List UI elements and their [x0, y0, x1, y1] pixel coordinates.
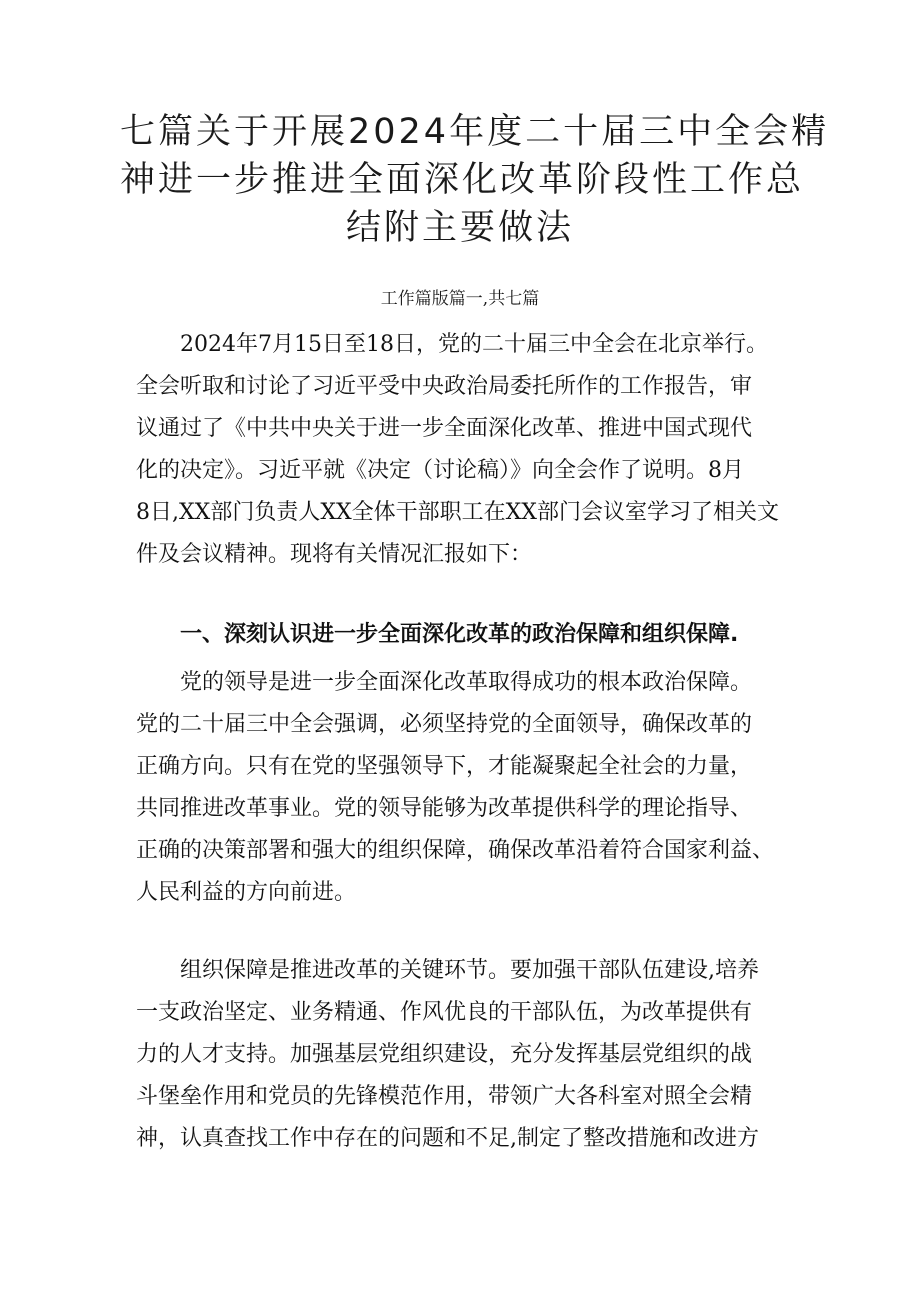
paragraph-line: 一支政治坚定、业务精通、作风优良的干部队伍，为改革提供有 [136, 1000, 753, 1025]
paragraph-line: 神，认真查找工作中存在的问题和不足,制定了整改措施和改进方 [136, 1126, 759, 1151]
paragraph-line: 力的人才支持。加强基层党组织建设，充分发挥基层党组织的战 [136, 1042, 753, 1067]
paragraph-organizational-guarantee [136, 950, 796, 1160]
document-subtitle: 工作篇版篇一,共七篇 [380, 289, 540, 309]
paragraph-intro [136, 324, 796, 576]
paragraph-line: 共同推进改革事业。党的领导能够为改革提供科学的理论指导、 [136, 796, 753, 821]
paragraph-line: 化的决定》。习近平就《决定（讨论稿）》向全会作了说明。8月 [136, 458, 744, 483]
paragraph-line: 2024年7月15日至18日，党的二十届三中全会在北京举行。 [136, 332, 768, 357]
title-line: 结附主要做法 [345, 208, 574, 248]
paragraph-line: 正确方向。只有在党的坚强领导下，才能凝聚起全社会的力量， [136, 754, 753, 779]
paragraph-line: 党的领导是进一步全面深化改革取得成功的根本政治保障。 [136, 670, 753, 695]
section-heading-1: 一、深刻认识进一步全面深化改革的政治保障和组织保障. [136, 622, 739, 647]
paragraph-line: 8日,XX部门负责人XX全体干部职工在XX部门会议室学习了相关文 [136, 500, 779, 525]
title-line: 七篇关于开展2024年度二十届三中全会精 [120, 112, 830, 152]
paragraph-line: 全会听取和讨论了习近平受中央政治局委托所作的工作报告，审 [136, 374, 753, 399]
paragraph-line: 件及会议精神。现将有关情况汇报如下： [136, 542, 533, 567]
title-line: 神进一步推进全面深化改革阶段性工作总 [120, 160, 805, 200]
paragraph-line: 正确的决策部署和强大的组织保障，确保改革沿着符合国家利益、 [136, 838, 775, 863]
paragraph-line: 人民利益的方向前进。 [136, 880, 357, 905]
paragraph-line: 党的二十届三中全会强调，必须坚持党的全面领导，确保改革的 [136, 712, 753, 737]
paragraph-political-guarantee [136, 662, 796, 914]
paragraph-line: 斗堡垒作用和党员的先锋模范作用，带领广大各科室对照全会精 [136, 1084, 753, 1109]
paragraph-line: 组织保障是推进改革的关键环节。要加强干部队伍建设,培养 [136, 958, 759, 983]
document-title [120, 108, 830, 252]
paragraph-line: 议通过了《中共中央关于进一步全面深化改革、推进中国式现代 [136, 416, 753, 441]
